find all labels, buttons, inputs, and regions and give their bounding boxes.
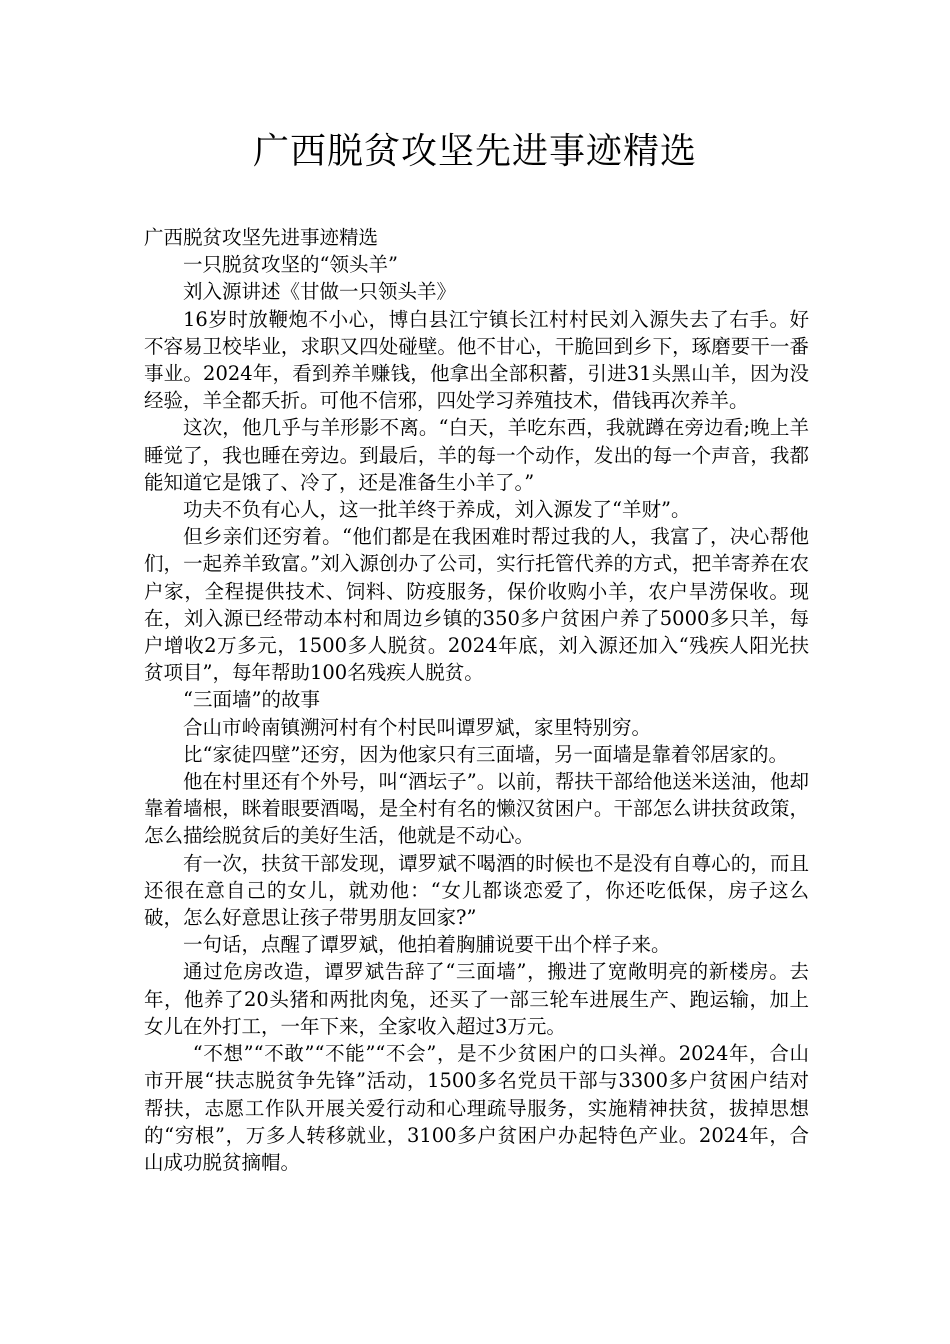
paragraph: 功夫不负有心人，这一批羊终于养成，刘入源发了“羊财”。 — [183, 498, 691, 522]
subtitle-line: 广西脱贫攻坚先进事迹精选 — [144, 226, 379, 249]
page-title: 广西脱贫攻坚先进事迹精选 — [252, 131, 697, 172]
paragraph: 一句话，点醒了谭罗斌，他拍着胸脯说要干出个样子来。 — [183, 933, 671, 957]
paragraph: 这次，他几乎与羊形影不离。“白天，羊吃东西，我就蹲在旁边看;晚上羊睡觉了，我也睡在旁边。到最后，羊的每一个动作，发出的每一个声音，我都能知道它是饿了、冷了，还是准备生小羊了。” — [144, 416, 809, 494]
section-subheading: 刘入源讲述《甘做一只领头羊》 — [183, 280, 457, 304]
section-heading: “三面墙”的故事 — [183, 688, 320, 712]
paragraph: “不想”“不敢”“不能”“不会”，是不少贫困户的口头禅。2024年，合山市开展“扶志脱贫争先锋”活动，1500多名党员干部与3300多户贫困户结对帮扶，志愿工作队开展关爱行动和心理疏导服务，实施精神扶贫，拔掉思想的“穷根”，万多人转移就业，3100多户贫困户办起特色产业。2024年，合山成功脱贫摘帽。 — [144, 1042, 809, 1174]
section-heading: 一只脱贫攻坚的“领头羊” — [183, 253, 398, 277]
paragraph: 比“家徒四壁”还穷，因为他家只有三面墙，另一面墙是靠着邻居家的。 — [183, 742, 788, 766]
paragraph: 合山市岭南镇溯河村有个村民叫谭罗斌，家里特别穷。 — [183, 715, 652, 739]
paragraph: 但乡亲们还穷着。“他们都是在我困难时帮过我的人，我富了，决心帮他们，一起养羊致富。”刘入源创办了公司，实行托管代养的方式，把羊寄养在农户家，全程提供技术、饲料、防疫服务，保价收购小羊，农户旱涝保收。现在，刘入源已经带动本村和周边乡镇的350多户贫困户养了5000多只羊，每户增收2万多元，1500多人脱贫。2024年底，刘入源还加入“残疾人阳光扶贫项目”，每年帮助100名残疾人脱贫。 — [144, 525, 809, 685]
document-body — [144, 224, 809, 1176]
paragraph: 他在村里还有个外号，叫“酒坛子”。以前，帮扶干部给他送米送油，他却靠着墙根，眯着眼要酒喝，是全村有名的懒汉贫困户。干部怎么讲扶贫政策，怎么描绘脱贫后的美好生活，他就是不动心。 — [144, 770, 809, 848]
paragraph: 有一次，扶贫干部发现，谭罗斌不喝酒的时候也不是没有自尊心的，而且还很在意自己的女儿，就劝他：“女儿都谈恋爱了，你还吃低保，房子这么破，怎么好意思让孩子带男朋友回家?” — [144, 851, 809, 930]
paragraph: 通过危房改造，谭罗斌告辞了“三面墙”，搬进了宽敞明亮的新楼房。去年，他养了20头猪和两批肉兔，还买了一部三轮车进展生产、跑运输，加上女儿在外打工，一年下来，全家收入超过3万元。 — [144, 960, 809, 1038]
paragraph: 16岁时放鞭炮不小心，博白县江宁镇长江村村民刘入源失去了右手。好不容易卫校毕业，求职又四处碰壁。他不甘心，干脆回到乡下，琢磨要干一番事业。2024年，看到养羊赚钱，他拿出全部积蓄，引进31头黑山羊，因为没经验，羊全都夭折。可他不信邪，四处学习养殖技术，借钱再次养羊。 — [144, 307, 809, 413]
